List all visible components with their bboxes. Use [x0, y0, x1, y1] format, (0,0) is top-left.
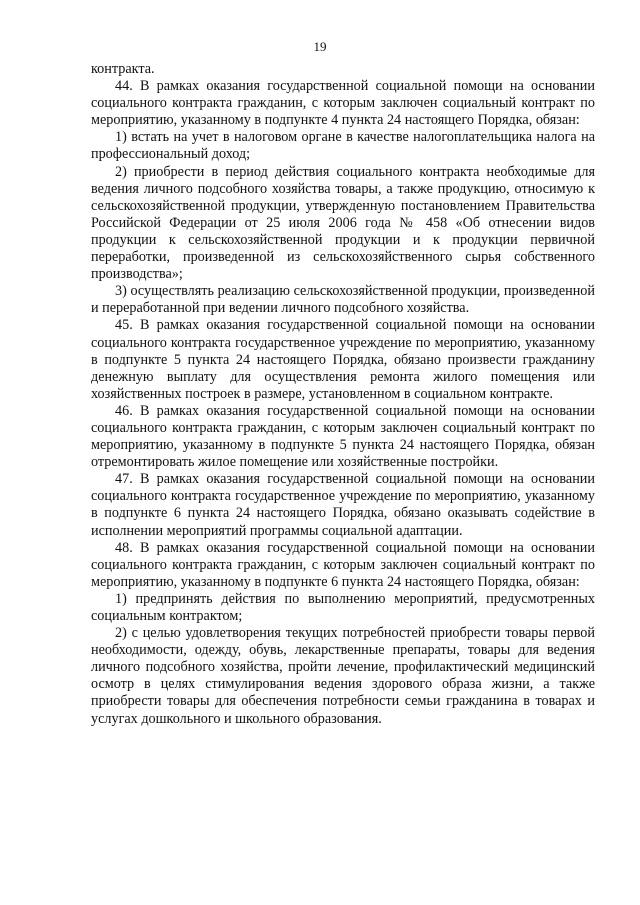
- paragraph-continuation: контракта.: [91, 61, 155, 77]
- paragraph-48-item-2: 2) с целью удовлетворения текущих потребностей приобрести товары первой необходимости, одежду, обувь, лекарственные препараты, товары для ведения личного подсобного хозяйства, пройти лечение, профилактический медицинский осмотр в целях стимулирования ведения здорового образа жизни, а также приобрести товары для обеспечения потребности семьи гражданина в товарах и услугах дошкольного и школьного образования.: [91, 625, 595, 727]
- paragraph-46: 46. В рамках оказания государственной социальной помощи на основании социального контракта гражданин, с которым заключен социальный контракт по мероприятию, указанному в подпункте 5 пункта 24 настоящего Порядка, обязан отремонтировать жилое помещение или хозяйственные постройки.: [91, 402, 595, 471]
- paragraph-48-item-1: 1) предпринять действия по выполнению мероприятий, предусмотренных социальным контрактом;: [91, 590, 595, 624]
- paragraph-47: 47. В рамках оказания государственной социальной помощи на основании социального контракта государственное учреждение по мероприятию, указанному в подпункте 6 пункта 24 настоящего Порядка, обязано оказывать содействие в исполнении мероприятий программы социальной адаптации.: [91, 471, 595, 539]
- document-body: [91, 61, 595, 728]
- paragraph-44-item-2: 2) приобрести в период действия социального контракта необходимые для ведения личного подсобного хозяйства товары, а также продукцию, относимую к сельскохозяйственной продукции, утвержденную постановлением Правительства Российской Федерации от 25 июля 2006 года № 458 «Об отнесении видов продукции к сельскохозяйственной продукции и к продукции первичной переработки, произведенной из сельскохозяйственного сырья собственного производства»;: [91, 163, 595, 283]
- paragraph-44-item-1: 1) встать на учет в налоговом органе в качестве налогоплательщика налога на профессиональный доход;: [91, 129, 595, 163]
- page-number: 19: [313, 39, 327, 54]
- paragraph-48: 48. В рамках оказания государственной социальной помощи на основании социального контракта гражданин, с которым заключен социальный контракт по мероприятию, указанному в подпункте 6 пункта 24 настоящего Порядка, обязан:: [91, 539, 595, 590]
- paragraph-45: 45. В рамках оказания государственной социальной помощи на основании социального контракта государственное учреждение по мероприятию, указанному в подпункте 5 пункта 24 настоящего Порядка, обязано произвести гражданину денежную выплату для осуществления ремонта жилого помещения или хозяйственных построек в размере, установленном в социальном контракте.: [91, 317, 595, 402]
- paragraph-44: 44. В рамках оказания государственной социальной помощи на основании социального контракта гражданин, с которым заключен социальный контракт по мероприятию, указанному в подпункте 4 пункта 24 настоящего Порядка, обязан:: [91, 78, 595, 129]
- paragraph-44-item-3: 3) осуществлять реализацию сельскохозяйственной продукции, произведенной и переработанной при ведении личного подсобного хозяйства.: [91, 283, 595, 317]
